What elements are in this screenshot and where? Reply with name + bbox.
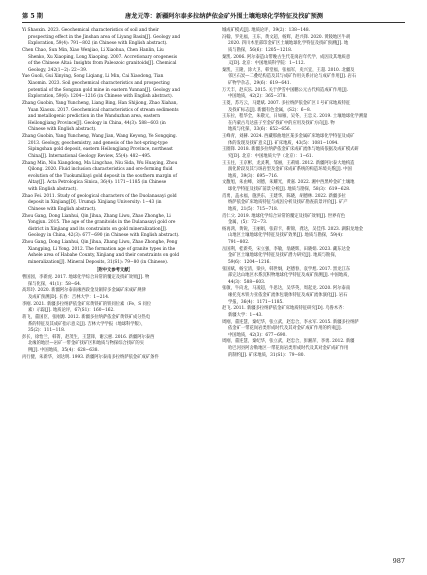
chinese-references-right	[222, 28, 405, 359]
reference-line: Sipingshan gold deposit, eastern Heilongjiang Province, northeast	[28, 147, 173, 153]
reference-entry	[222, 101, 405, 114]
reference-line: 地质与化探，33(6)：652−656.	[228, 127, 292, 133]
reference-line: 地质，39(3)：695−716.	[228, 173, 279, 179]
reference-line: Qilong. 2020. Fluid inclusion characteristics and ore-forming fluid	[28, 167, 173, 173]
reference-line: potential of the Songzan gold mine in eastern Yunnan[J]. Geology and	[28, 87, 181, 93]
reference-line: 丙行健，朱新华，刘达明. 1993. 新疆阿尔泰南多拉纳萨依金矿成矿条件	[22, 354, 159, 360]
reference-line: Zhou Gang, Dong Lianhui, Qin Jihua, Zhang Liwu, Zhao Zhonghe, Peng	[22, 240, 178, 245]
reference-entry	[22, 355, 205, 362]
reference-entry	[22, 302, 205, 315]
reference-line: 44(3)：588−603.	[228, 279, 266, 285]
reference-line: 例[J]. 中国地质，35(4)：628−638.	[28, 348, 99, 353]
reference-entry	[22, 315, 205, 335]
reference-line: 依金矿一带花岗岩类形成时代及其对金矿成矿作用的约束[J].	[228, 326, 342, 332]
reference-line: Yongjun. 2015. The age of the granitoids in the Dulanasayi gold ore	[28, 220, 176, 226]
reference-line: 及成矿预测[D]. 长春：吉林大学：1−214.	[28, 295, 110, 300]
reference-line: 在内蒙古乌达兹子至金矿找矿中的应用及找矿方向[J]. 物	[228, 120, 335, 126]
running-header	[22, 8, 405, 23]
reference-entry	[222, 194, 405, 214]
reference-line: Zhou Gang, Dong Lianhui, Qin Jihua, Zhang Liwu, Zhao Zhonghe, Li	[22, 213, 171, 219]
reference-line: and metallogenic prediction in the Wanduzhan area, eastern	[28, 114, 160, 120]
reference-line: 探与化探，41(1)：58−64.	[28, 281, 82, 287]
reference-entry	[222, 320, 405, 340]
reference-line: Chen Chao, Sun Min, Xiao Wenjiao, Li Xiaohua, Chen Hanlin, Liu	[22, 47, 164, 53]
reference-line: 彭长，徐怡兰，韩箐，赵茂生，王慧锋，谢云惠. 2016. 新疆阿尔泰西	[22, 334, 155, 340]
reference-entry	[222, 161, 405, 181]
reference-entry	[222, 68, 405, 88]
left-column	[22, 28, 205, 361]
reference-line: 肖勇，盖永福，施洪东，王建华，陈晓，胡德林. 2022. 新疆多拉	[222, 193, 346, 199]
reference-line: Xiaomin. 2023. Soil geochemical characteristics and prospecting	[28, 81, 170, 86]
reference-entry	[22, 214, 205, 241]
reference-line: 周刚，董连慧，秦纪华，张立武，赵忠合，彭湘萍，李勇. 2012. 新疆	[222, 339, 355, 345]
reference-entry	[22, 48, 205, 75]
reference-line: 791−802.	[228, 240, 250, 245]
reference-line: 学报，36(4)：1171−1185.	[228, 299, 284, 305]
reference-line: Yuan Xiaoxu. 2017. Geochemical characteristics of stream sediments	[28, 107, 179, 113]
reference-entry	[222, 134, 405, 147]
reference-line: Exploration, 59(4): 791−802 (in Chinese with English abstract).	[28, 41, 168, 47]
reference-entry	[22, 134, 205, 161]
running-title: 唐龙元等：新疆阿尔泰多拉纳萨依金矿外围土壤地球化学特征及找矿预测	[125, 12, 323, 20]
reference-line: 山地区土壤地球化学特征及找矿效果[J]. 地质与勘探，59(4)：	[228, 233, 347, 239]
reference-line: 中国地质，42(3)：677−690.	[228, 332, 287, 338]
reference-entry	[22, 28, 205, 48]
reference-line: 高玮玲. 2020. 新疆阿尔泰南缘西段金及铜锌多金属矿床成矿规律	[22, 288, 146, 294]
reference-entry	[22, 275, 205, 288]
reference-line: 部完达山地区水系沉积物地球化学特征及成矿预测[J]. 中国地质，	[228, 273, 352, 279]
english-references	[22, 28, 205, 267]
reference-entry	[222, 267, 405, 287]
reference-line: 59(6)：1204−1216.	[228, 259, 271, 265]
reference-line: 新疆大学：1−43.	[228, 312, 263, 318]
reference-line: Geology in China, 42(3): 677−690 (in Chinese with English abstract).	[28, 233, 180, 239]
reference-line: Heilongjiang Province[J]. Geology in China, 44(3): 588−603 (in	[28, 120, 166, 126]
reference-line: 赵飞. 2011. 新疆多拉纳萨依金矿床地质特征研究[D]. 乌鲁木齐：	[222, 306, 347, 312]
reference-line: Shenko, Xu Xiaoping, Long Xiaoping. 2007. Accretionary orogenesis	[28, 54, 178, 60]
reference-line: 周刚，董连慧，秦纪华，张立武，赵忠合，李永军. 2015. 新疆多拉纳萨	[222, 319, 359, 325]
reference-entry	[222, 286, 405, 306]
reference-line: 体的发现及找矿意义[J]. 矿床地质，43(5)：1081−1094.	[228, 140, 339, 146]
reference-line: 文馥旭，朱由峰，刘德，朱耀光，黄嘉. 2022. 湘中西黑岭金矿土壤地	[222, 180, 355, 186]
reference-line: Chinese with English abstract).	[28, 127, 97, 133]
reference-entry	[22, 161, 205, 194]
reference-line: 邻区石炭—二叠纪构造及其与成矿作用关系讨论与成矿作用[J]. 岩石	[228, 74, 357, 80]
reference-entry	[222, 28, 405, 35]
reference-line: 系的特征及其成矿指示意义[J]. 吉林大学学报（地球科学版），	[28, 321, 146, 327]
reference-line: Altay[J]. Acta Petrologica Sinica, 36(4): 1171−1185 (in Chinese	[28, 180, 167, 186]
reference-line: Chinese with English abstract).	[28, 206, 97, 212]
reference-line: 矿物学杂志，29(6)：619−641.	[228, 81, 292, 86]
reference-line: 及找矿标志[J]. 新疆有色金属，(S2)：6−8.	[228, 107, 312, 113]
reference-entry	[222, 227, 405, 247]
reference-line: 秦凯，王隆，涂大卫，韩堂福，张福军，史兴宜，王超. 2010. 北疆及	[222, 67, 355, 73]
page-number: 987	[392, 557, 405, 565]
reference-entry	[222, 306, 405, 319]
reference-entry	[222, 147, 405, 160]
right-column	[222, 28, 405, 359]
reference-entry	[222, 35, 405, 55]
reference-line: 蒋飞，董国臣，张刚源. 2012. 新疆多拉纳萨依金矿黄铁矿成分热电	[22, 314, 151, 320]
reference-line: 王东拉，程华全，朱敬元，日如雁，吴冬，王忠义. 2019. 土壤地球化学测量	[222, 114, 368, 120]
reference-line: prospecting effect in the Jinshan area of Liyang Basin[J]. Geology and	[28, 34, 181, 40]
reference-entry	[22, 74, 205, 101]
reference-line: deposit in Xinjiang[D]. Urumqi: Xinjiang University: 1−43 (in	[28, 200, 162, 206]
reference-line: 肖仁父. 2019. 地球化学综合异常的覆定及找矿效果[J]. 世界有色	[222, 213, 346, 219]
reference-line: Ashele area of Habahe County, Xinjiang and their constraints on gold	[28, 253, 180, 259]
reference-entry	[222, 214, 405, 227]
reference-line: of the Chinese Altai: Insights from Paleozoic granitoids[J]. Chemical	[28, 61, 177, 67]
reference-line: 究[D]. 北京：中国地质大学（北京）：1−61.	[228, 153, 313, 159]
reference-line: 冯翰，罗先福，王东，黄文超，杨辉，赵兴锋. 2020. 黄陵地区牛胡	[222, 34, 351, 40]
reference-entry	[22, 101, 205, 134]
reference-line: 岳国利，桂新英，宋立强，李敏，翁晓辉，田晓娟. 2023. 藏东达金	[222, 246, 351, 252]
reference-line: 张敏，牛向龙，马凌超，牛思达，吴华英，周起龙. 2020. 阿尔泰南	[222, 286, 351, 292]
reference-line: district in Xinjiang and its constraints on gold mineralization[J].	[28, 226, 168, 232]
reference-line: China[J]. International Geology Review, 55(4): 482−495.	[28, 153, 152, 159]
reference-line: 素）示踪[J]. 地质论评，67(S1)：160−162.	[28, 308, 115, 314]
reference-line: Exploration, 59(6): 1204−1216 (in Chinese with English abstract).	[28, 94, 174, 100]
reference-line: 2013. Geology, geochemistry, and genesis of the hot-spring-type	[28, 140, 168, 146]
reference-entry	[222, 114, 405, 134]
reference-line: Zhao Fei. 2011. Study of geological characters of the Duolanasayi gold	[22, 193, 177, 199]
reference-line: Zhang Guobin, Yang Yuncheng, Liang Bing, Han Shijiong, Zhao Xiahan,	[22, 100, 178, 106]
reference-line: evolution of the Tuokumiliayi gold deposit in the southern margin of	[28, 173, 177, 179]
reference-line: Xiangping, Li Yong. 2012. The formation age of granite types in the	[28, 246, 176, 252]
reference-line: 质与勘探，56(6)：1205−1218.	[228, 47, 293, 53]
reference-entry	[222, 88, 405, 101]
reference-line: 曹国园，李新虎. 2017. 地球化学综合异常的覆定及找矿效果[J]. 物	[22, 275, 150, 281]
reference-entry	[22, 194, 205, 214]
reference-entry	[22, 335, 205, 355]
reference-entry	[22, 288, 205, 301]
reference-line: 万天丰，赵庆乐. 2015. 关于伊雪中国鹏公元古代构造成矿作用[J].	[222, 87, 348, 93]
reference-entry	[222, 180, 405, 193]
reference-line: 张国斌，杨宝清，梁兵，韩世炯，赵德春，袁学旭. 2017. 黑龙江东	[222, 266, 351, 272]
reference-line: 纳萨依金矿床地质特征与成因分析及找矿勘查前景评价[J]. 矿产	[228, 200, 348, 206]
reference-line: 演化阶段及其与斑岩型及金矿床成矿系统的构造环境关系[J]. 中国	[228, 167, 352, 173]
reference-line: Zhang Guobin, Yang Yuncheng, Wang Jian, Wang Keyong, Ye Songqing.	[22, 134, 177, 139]
reference-line: 金属，(5)：72−73.	[228, 220, 268, 226]
reference-line: 35(2)：111−118.	[28, 328, 66, 334]
reference-line: 城成矿模式[J]. 地质论评，39(2)：138−148.	[222, 28, 310, 33]
reference-line: 王玉往，王京彬，龙灵利，邹丽，王莉娟. 2012. 新疆阿尔泰大地构造	[222, 160, 355, 166]
reference-line: 王圈锋. 2018. 新疆多拉纳萨依金矿床成矿流体与地质依据及成矿模式研	[222, 147, 359, 153]
reference-line: 2020. 四川木里部印金矿区土壤地球化学特征及找矿预测[J]. 地	[228, 41, 349, 47]
reference-entry	[222, 339, 405, 359]
reference-line: mineralization[J]. Mineral Deposits, 31(S1): 79−80 (in Chinese).	[28, 259, 169, 265]
reference-entry	[222, 247, 405, 267]
reference-line: 的制约[J]. 矿床地质，31(S1)：79−80.	[228, 352, 305, 358]
reference-line: 王峰青，刘赫. 2024. 西藏那曲地区某多金属矿床地球化学特征及成矿	[222, 134, 355, 139]
reference-line: 王菱，苏巧云，马建斌. 2007. 多拉纳萨依金矿区 I 号矿床地质特征	[222, 100, 351, 106]
reference-entry	[22, 240, 205, 267]
reference-line: 北缘的地层—岩矿一带金矿找矿区和地质与物探综合找矿的实	[28, 341, 145, 347]
reference-line: 中国地质，42(2)：365−378.	[228, 94, 287, 100]
reference-line: Yi Shaoxin. 2023. Geochemical characteristics of soil and their	[22, 28, 159, 33]
chinese-references-left	[22, 275, 205, 361]
reference-line: 义[D]. 北京：中国地质科学院：1−112.	[228, 61, 305, 67]
reference-line: Zhang Min, Niu Xiangdong, Ma Lingchao, Niu Sida, Wu Huaying, Zhou	[22, 160, 178, 166]
reference-line: 杨再鸿，黄锐，王丽娟，张彩卡，靳锦，龚达，吴佳伟. 2023. 湖阳龙地金	[222, 226, 364, 232]
reference-line: 金矿区土壤地球化学特征及找矿潜力研究[J]. 地质与勘探，	[228, 253, 339, 259]
reference-line: 缘托克木铁力亚依金矿流体包裹体特征及成矿流体演化[J]. 岩石	[228, 293, 348, 298]
reference-line: Geology, 242(1−2): 22−39.	[28, 67, 88, 73]
reference-line: 地质，21(5)：715−718.	[228, 206, 279, 212]
reference-line: with English abstract).	[28, 187, 78, 192]
reference-line: 球化学特征及找矿前景分析[J]. 地质与勘探，58(3)：619−628.	[228, 187, 351, 192]
reference-line: 哈巴河县阿舍勒地区一带花岗岩类形成时代及其对金矿成矿作用	[228, 346, 349, 351]
reference-line: Yue Guoli, Gui Xinying, Song Liqiang, Li Min, Cai Xiaodong, Tian	[22, 74, 164, 80]
reference-line: 秦凯. 2006. 阿尔泰造山带晚古生代花岗岩年代学、成因及其地质意	[222, 54, 351, 60]
appendix-title: ［附中文参考文献］	[94, 267, 133, 273]
issue-number: 第 5 期	[22, 12, 43, 20]
reference-entry	[222, 55, 405, 68]
reference-line: 李刚. 2021. 新疆多拉纳萨依金矿床黄铁矿的铁同位素（Fe、S 同位	[22, 301, 152, 307]
